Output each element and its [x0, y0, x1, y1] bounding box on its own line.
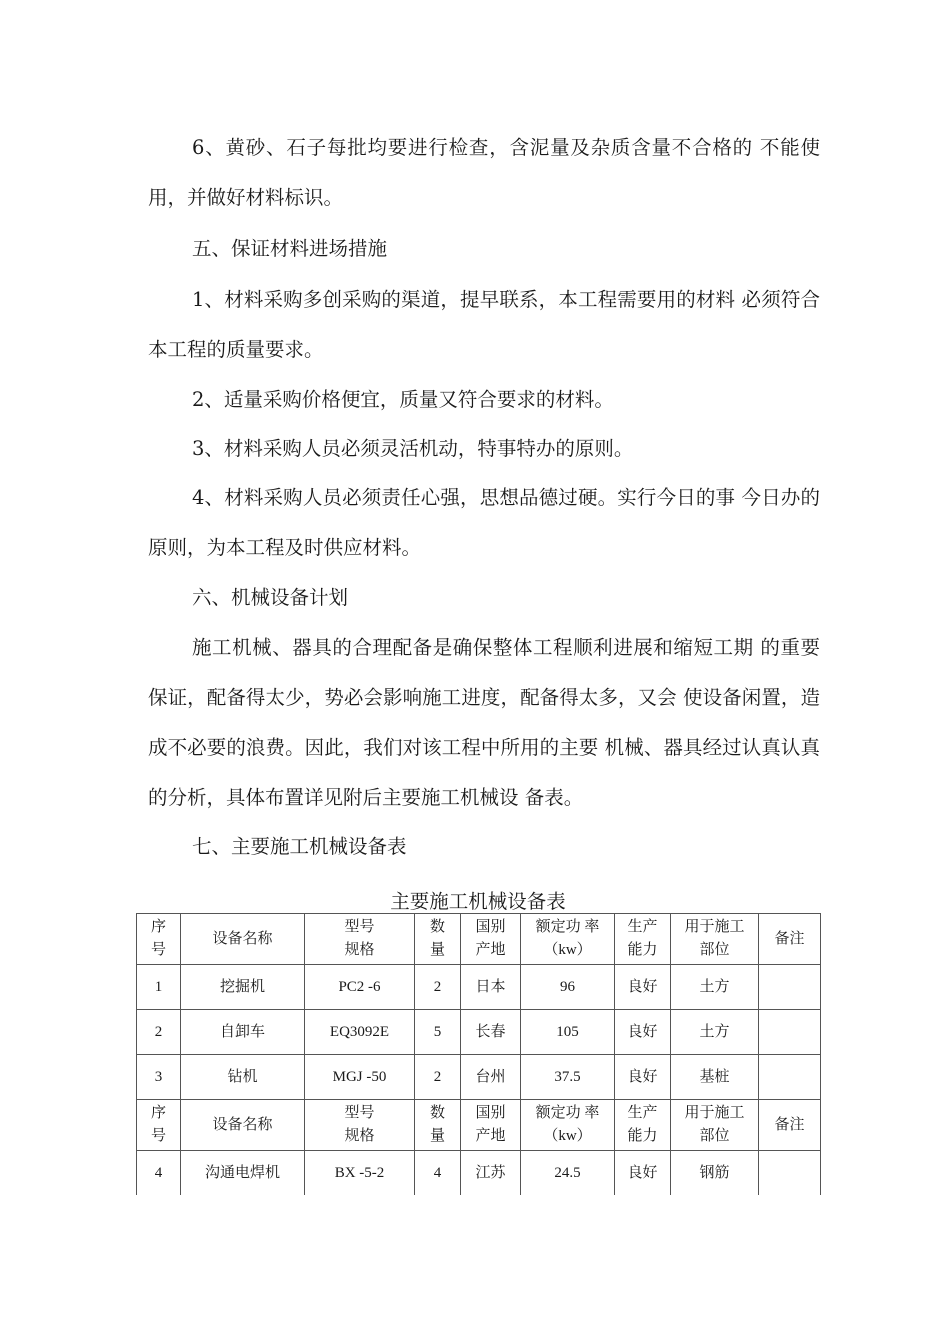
cell-seq: 2: [137, 1010, 181, 1055]
paragraph-equipment-plan: 施工机械、器具的合理配备是确保整体工程顺利进展和缩短工期 的重要保证，配备得太少，势必会影响施工进度，配备得太多，又会 使设备闲置，造成不必要的浪费。因此，我们对该工程中所用的主要 机械、器具经过认真认真的分析，具体布置详见附后主要施工机械设 备表。: [148, 636, 820, 809]
header-seq: 序 号: [137, 1100, 181, 1151]
cell-note: [759, 965, 821, 1010]
cell-qty: 2: [415, 965, 461, 1010]
table-title: 主要施工机械设备表: [390, 890, 566, 913]
header-usage: 用于施工 部位: [671, 914, 759, 965]
table-header-row: [137, 914, 821, 965]
section-heading-equipment-table: 七、主要施工机械设备表: [192, 835, 407, 858]
cell-power: 96: [521, 965, 615, 1010]
cell-capability: 良好: [615, 1055, 671, 1100]
header-power: 额定功 率 （kw）: [521, 1100, 615, 1151]
header-note: 备注: [759, 1100, 821, 1151]
cell-power: 37.5: [521, 1055, 615, 1100]
cell-name: 沟通电焊机: [181, 1151, 305, 1196]
cell-note: [759, 1010, 821, 1055]
section-heading-equipment-plan: 六、机械设备计划: [192, 586, 349, 609]
cell-qty: 4: [415, 1151, 461, 1196]
cell-name: 自卸车: [181, 1010, 305, 1055]
cell-usage: 钢筋: [671, 1151, 759, 1196]
cell-usage: 基桩: [671, 1055, 759, 1100]
cell-seq: 4: [137, 1151, 181, 1196]
cell-name: 挖掘机: [181, 965, 305, 1010]
table-row: [137, 1010, 821, 1055]
cell-model: PC2 -6: [305, 965, 415, 1010]
header-capability: 生产 能力: [615, 914, 671, 965]
cell-name: 钻机: [181, 1055, 305, 1100]
table-row: [137, 1055, 821, 1100]
cell-qty: 2: [415, 1055, 461, 1100]
header-capability: 生产 能力: [615, 1100, 671, 1151]
cell-model: BX -5-2: [305, 1151, 415, 1196]
cell-note: [759, 1151, 821, 1196]
header-name: 设备名称: [181, 914, 305, 965]
section-heading-material-entry: 五、保证材料进场措施: [192, 237, 388, 260]
cell-note: [759, 1055, 821, 1100]
cell-capability: 良好: [615, 1010, 671, 1055]
header-model: 型号 规格: [305, 1100, 415, 1151]
header-origin: 国别 产地: [461, 914, 521, 965]
header-power: 额定功 率 （kw）: [521, 914, 615, 965]
cell-usage: 土方: [671, 965, 759, 1010]
paragraph-sand-stone-check: 6、黄砂、石子每批均要进行检查，含泥量及杂质含量不合格的 不能使用，并做好材料标识。: [148, 136, 820, 209]
paragraph-measure-3: 3、材料采购人员必须灵活机动，特事特办的原则。: [192, 437, 634, 460]
equipment-table: [136, 913, 821, 1195]
table-row: [137, 965, 821, 1010]
header-qty: 数 量: [415, 1100, 461, 1151]
header-name: 设备名称: [181, 1100, 305, 1151]
cell-power: 105: [521, 1010, 615, 1055]
paragraph-measure-4: 4、材料采购人员必须责任心强，思想品德过硬。实行今日的事 今日办的原则，为本工程及时供应材料。: [148, 486, 820, 559]
cell-qty: 5: [415, 1010, 461, 1055]
paragraph-measure-1: 1、材料采购多创采购的渠道，提早联系，本工程需要用的材料 必须符合本工程的质量要求。: [148, 288, 820, 361]
cell-capability: 良好: [615, 1151, 671, 1196]
cell-seq: 1: [137, 965, 181, 1010]
header-usage: 用于施工 部位: [671, 1100, 759, 1151]
cell-power: 24.5: [521, 1151, 615, 1196]
cell-model: MGJ -50: [305, 1055, 415, 1100]
table-header-row-repeat: [137, 1100, 821, 1151]
cell-origin: 长春: [461, 1010, 521, 1055]
header-note: 备注: [759, 914, 821, 965]
cell-usage: 土方: [671, 1010, 759, 1055]
cell-origin: 江苏: [461, 1151, 521, 1196]
cell-model: EQ3092E: [305, 1010, 415, 1055]
header-seq: 序 号: [137, 914, 181, 965]
cell-capability: 良好: [615, 965, 671, 1010]
paragraph-measure-2: 2、适量采购价格便宜，质量又符合要求的材料。: [192, 388, 614, 411]
header-model: 型号 规格: [305, 914, 415, 965]
header-qty: 数 量: [415, 914, 461, 965]
cell-origin: 日本: [461, 965, 521, 1010]
cell-seq: 3: [137, 1055, 181, 1100]
header-origin: 国别 产地: [461, 1100, 521, 1151]
cell-origin: 台州: [461, 1055, 521, 1100]
table-row: [137, 1151, 821, 1196]
